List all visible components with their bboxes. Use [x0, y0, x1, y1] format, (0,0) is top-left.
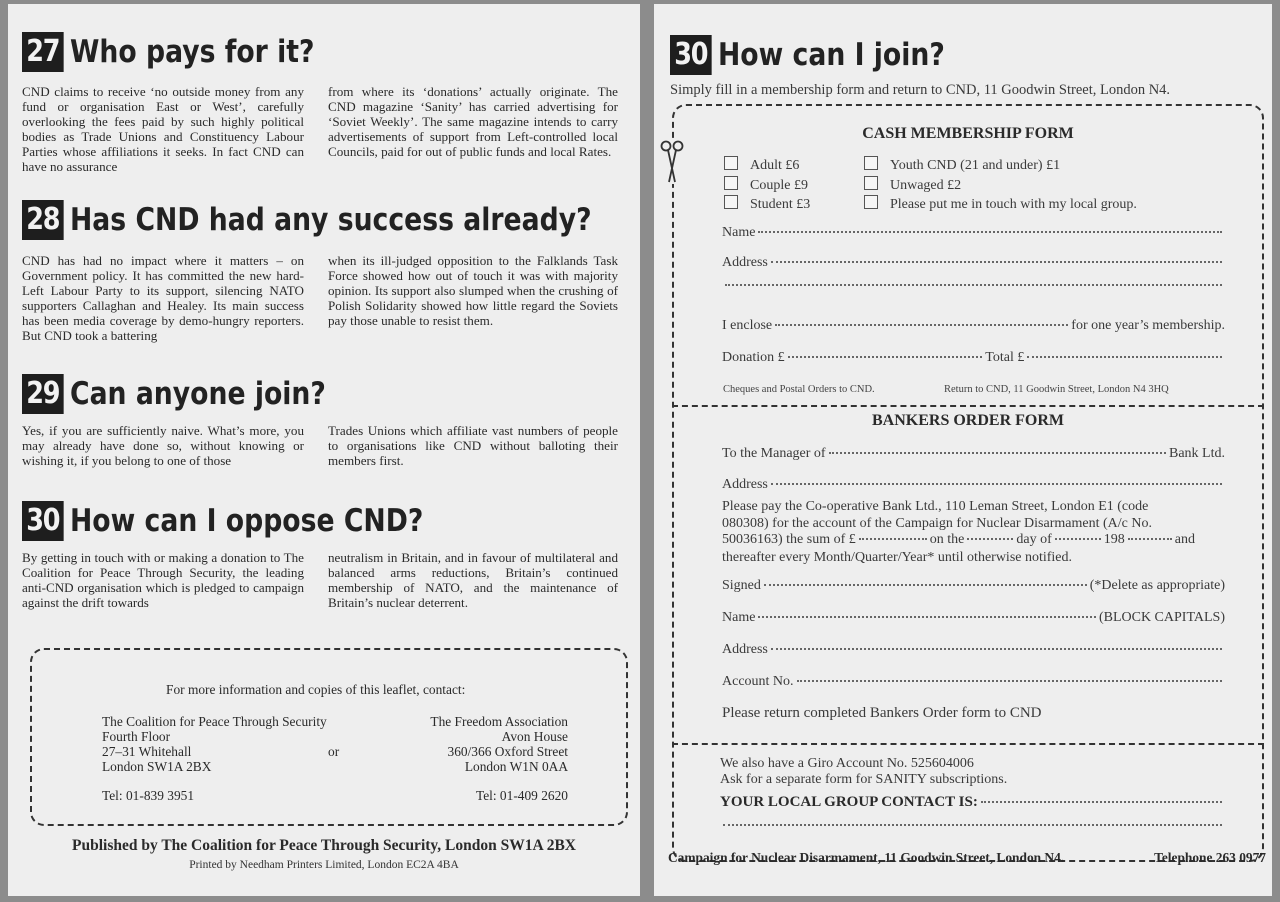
checkbox[interactable]: [864, 176, 878, 190]
join-heading: [670, 35, 982, 75]
section-27-heading: [22, 32, 354, 72]
section-title: Has CND had any success already?: [69, 202, 592, 238]
bank-manager-field[interactable]: To the Manager of Bank Ltd.: [722, 446, 1225, 461]
section-number: 30: [670, 35, 711, 75]
scissors-icon: [658, 138, 686, 184]
printed-by: Printed by Needham Printers Limited, London EC2A 4BA: [189, 859, 459, 871]
section-title: How can I join?: [717, 37, 945, 73]
section-27-col1: CND claims to receive ‘no outside money from any fund or organisation East or West’, carefully overlooking the fees paid by such highly political bodies as Trade Unions and Constituency Labour Parties whose affiliations it seeks. In fact CND can have no assurance: [22, 84, 304, 174]
section-30-col2: neutralism in Britain, and in favour of multilateral and balanced arms reductions, Britain’s continued membership of NATO, and the maintenance of Britain’s nuclear deterrent.: [328, 550, 618, 610]
bank-address-field[interactable]: Address: [722, 477, 1225, 493]
membership-option[interactable]: Adult £6: [724, 156, 810, 176]
contact-line: 360/366 Oxford Street: [447, 744, 568, 759]
join-intro: Simply fill in a membership form and return to CND, 11 Goodwin Street, London N4.: [670, 82, 1171, 98]
cash-address-line2[interactable]: [722, 287, 1225, 304]
contact-org2: [430, 714, 568, 774]
right-page: [654, 4, 1272, 896]
contact-line: Fourth Floor: [102, 729, 171, 744]
section-28-heading: [22, 200, 676, 240]
section-28-col2: when its ill-judged opposition to the Falklands Task Force showed how out of touch it was with majority opinion. Its support also slumped when the crushing of Polish Solidarity showed how little regard the Soviets pay those unable to resist them.: [328, 253, 618, 328]
giro-note: We also have a Giro Account No. 525604006: [720, 756, 974, 771]
contact-line: Avon House: [501, 729, 568, 744]
checkbox[interactable]: [724, 156, 738, 170]
checkbox[interactable]: [724, 195, 738, 209]
bank-name-field[interactable]: Name (BLOCK CAPITALS): [722, 610, 1225, 625]
sanity-note: Ask for a separate form for SANITY subscriptions.: [720, 772, 1008, 787]
membership-option[interactable]: Couple £9: [724, 176, 810, 196]
form-divider: [672, 405, 1264, 407]
contact-tel1: Tel: 01-839 3951: [102, 788, 195, 803]
bank-address2-field[interactable]: Address: [722, 642, 1225, 658]
section-27-col2: from where its ‘donations’ actually originate. The CND magazine ‘Sanity’ has carried advertising for ‘Soviet Weekly’. The same magazine intends to carry advertisements of support from Left-controlled local Councils, paid for out of public funds and local Rates.: [328, 84, 618, 159]
cash-donation-field[interactable]: Donation £ Total £: [722, 350, 1225, 366]
contact-line: The Coalition for Peace Through Security: [102, 714, 327, 729]
checkbox[interactable]: [724, 176, 738, 190]
section-29-col1: Yes, if you are sufficiently naive. What’s more, you may already have done so, without knowing or wishing it, if you belong to one of those: [22, 423, 304, 468]
section-29-heading: [22, 374, 367, 414]
published-by: Published by The Coalition for Peace Through Security, London SW1A 2BX: [72, 837, 576, 854]
contact-line: London SW1A 2BX: [102, 759, 212, 774]
membership-option[interactable]: Please put me in touch with my local group.: [864, 195, 1137, 215]
checkbox[interactable]: [864, 156, 878, 170]
cash-form-title: CASH MEMBERSHIP FORM: [862, 125, 1074, 142]
contact-intro: For more information and copies of this leaflet, contact:: [166, 682, 466, 697]
bank-account-field[interactable]: Account No.: [722, 674, 1225, 690]
section-30-heading: [22, 501, 481, 541]
section-title: Who pays for it?: [69, 34, 315, 70]
contact-or: or: [328, 744, 340, 759]
contact-line: 27–31 Whitehall: [102, 744, 192, 759]
cash-options-right: [864, 156, 1137, 215]
bank-signed-field[interactable]: Signed (*Delete as appropriate): [722, 578, 1225, 593]
section-title: How can I oppose CND?: [69, 503, 424, 539]
cnd-footer-address: Campaign for Nuclear Disarmament, 11 Goodwin Street, London N4.: [668, 850, 1065, 865]
section-number: 28: [22, 200, 63, 240]
bank-form-title: BANKERS ORDER FORM: [871, 412, 1064, 429]
left-page: [8, 4, 640, 896]
bank-sum-field[interactable]: 50036163) the sum of £ on the day of 198 and: [722, 532, 1195, 547]
bank-return-note: Please return completed Bankers Order form to CND: [722, 705, 1042, 721]
membership-option[interactable]: Student £3: [724, 195, 810, 215]
section-29-col2: Trades Unions which affiliate vast numbers of people to organisations like CND without balloting their members first.: [328, 423, 618, 468]
local-group-line2[interactable]: [720, 827, 1225, 844]
contact-line: The Freedom Association: [430, 714, 568, 729]
section-title: Can anyone join?: [69, 376, 326, 412]
contact-org1: [102, 714, 327, 774]
local-group-field[interactable]: YOUR LOCAL GROUP CONTACT IS:: [720, 794, 1225, 811]
membership-option[interactable]: Unwaged £2: [864, 176, 1137, 196]
contact-tel2: Tel: 01-409 2620: [475, 788, 568, 803]
cash-options-left: [724, 156, 810, 215]
bank-instruction-line1: Please pay the Co-operative Bank Ltd., 110 Leman Street, London E1 (code: [722, 499, 1149, 514]
section-number: 29: [22, 374, 63, 414]
form-divider: [672, 743, 1264, 745]
cash-address-field[interactable]: Address: [722, 255, 1225, 271]
section-number: 27: [22, 32, 63, 72]
contact-box: [30, 648, 628, 826]
cnd-footer-phone: Telephone 263 0977: [1154, 850, 1266, 865]
bank-instruction-line2: 080308) for the account of the Campaign for Nuclear Disarmament (A/c No.: [722, 516, 1152, 531]
contact-line: London W1N 0AA: [464, 759, 568, 774]
cash-return-note: Return to CND, 11 Goodwin Street, London N4 3HQ: [944, 384, 1169, 395]
membership-option[interactable]: Youth CND (21 and under) £1: [864, 156, 1137, 176]
cash-name-field[interactable]: Name: [722, 225, 1225, 241]
section-30-col1: By getting in touch with or making a donation to The Coalition for Peace Through Security, the leading anti-CND organisation which is pledged to campaign against the drift towards: [22, 550, 304, 610]
cash-enclose-field[interactable]: I enclose for one year’s membership.: [722, 318, 1225, 333]
section-28-col1: CND has had no impact where it matters – on Government policy. It has committed the new hard-Left Labour Party to its support, silencing NATO supporters Callaghan and Healey. Its main success has been media coverage by demo-hungry reporters. But CND took a battering: [22, 253, 304, 343]
bank-instruction-line4: thereafter every Month/Quarter/Year* until otherwise notified.: [722, 550, 1073, 565]
section-number: 30: [22, 501, 63, 541]
cash-cheques-note: Cheques and Postal Orders to CND.: [723, 384, 875, 395]
checkbox[interactable]: [864, 195, 878, 209]
